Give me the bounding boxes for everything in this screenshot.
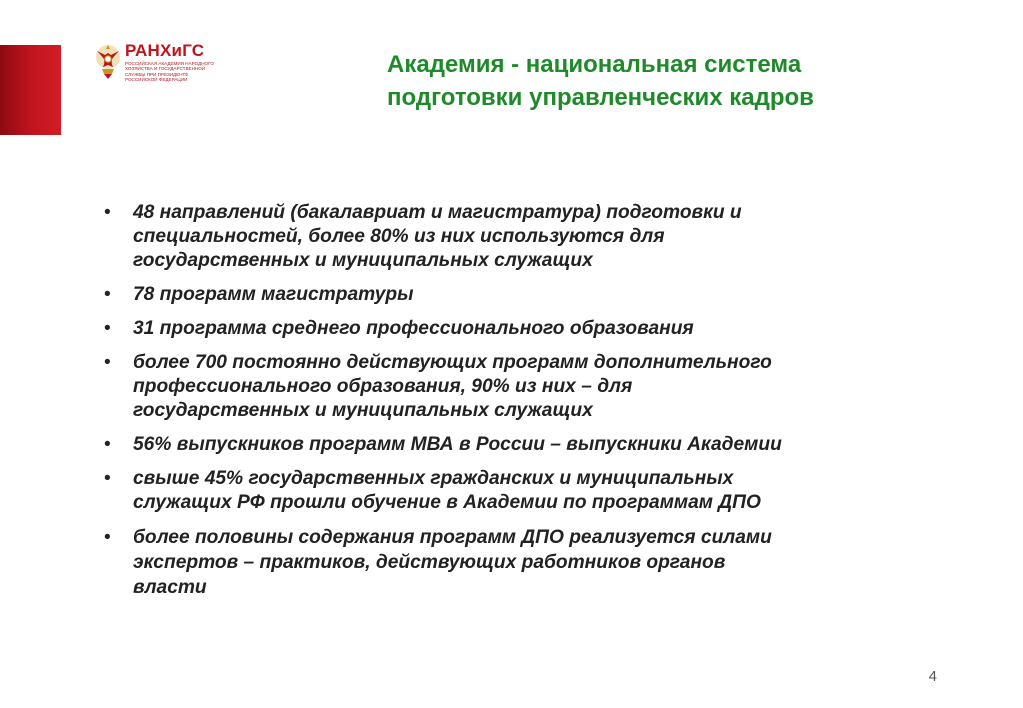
slide-title (387, 48, 987, 114)
bullet-text-line: 31 программа среднего профессионального образования (133, 318, 694, 339)
red-accent-bar (0, 45, 61, 135)
bullet-list (104, 201, 964, 610)
bullet-item (104, 467, 964, 515)
bullet-dot-icon: • (104, 318, 111, 339)
bullet-text-line: экспертов – практиков, действующих работников органов (133, 552, 726, 573)
bullet-text-line: служащих РФ прошли обучение в Академии по программам ДПО (133, 492, 761, 513)
bullet-dot-icon: • (104, 284, 111, 305)
bullet-text-line: 56% выпускников программ МВА в России – выпускники Академии (133, 434, 782, 455)
eagle-emblem-icon (93, 41, 123, 81)
bullet-text-line: специальностей, более 80% из них используются для (133, 226, 665, 247)
bullet-text-line: более половины содержания программ ДПО реализуется силами (133, 527, 772, 548)
page-number: 4 (928, 668, 937, 685)
bullet-item (104, 283, 964, 307)
bullet-item (104, 525, 964, 600)
bullet-dot-icon: • (104, 434, 111, 455)
bullet-text-line: свыше 45% государственных гражданских и муниципальных (133, 468, 734, 489)
bullet-text-line: 48 направлений (бакалавриат и магистратура) подготовки и (133, 202, 742, 223)
bullet-text-line: более 700 постоянно действующих программ дополнительного (133, 352, 772, 373)
logo-subtitle: РОССИЙСКАЯ АКАДЕМИЯ НАРОДНОГО ХОЗЯЙСТВА И ГОСУДАРСТВЕННОЙ СЛУЖБЫ ПРИ ПРЕЗИДЕНТЕ РОССИЙСКОЙ ФЕДЕРАЦИИ (125, 61, 214, 83)
ranepa-logo (93, 41, 223, 83)
bullet-item (104, 351, 964, 423)
bullet-dot-icon: • (104, 527, 111, 548)
slide-title-line-1: Академия - национальная система (387, 51, 802, 78)
bullet-text-line: власти (133, 577, 207, 598)
slide-title-line-2: подготовки управленческих кадров (387, 84, 814, 111)
bullet-text-line: государственных и муниципальных служащих (133, 250, 593, 271)
bullet-dot-icon: • (104, 468, 111, 489)
bullet-text-line: государственных и муниципальных служащих (133, 400, 593, 421)
bullet-text-line: профессионального образования, 90% из них – для (133, 376, 633, 397)
bullet-dot-icon: • (104, 202, 111, 223)
bullet-item (104, 433, 964, 457)
bullet-dot-icon: • (104, 352, 111, 373)
bullet-item (104, 317, 964, 341)
bullet-text-line: 78 программ магистратуры (133, 284, 414, 305)
bullet-item (104, 201, 964, 273)
logo-name: РАНХиГС (125, 41, 205, 60)
